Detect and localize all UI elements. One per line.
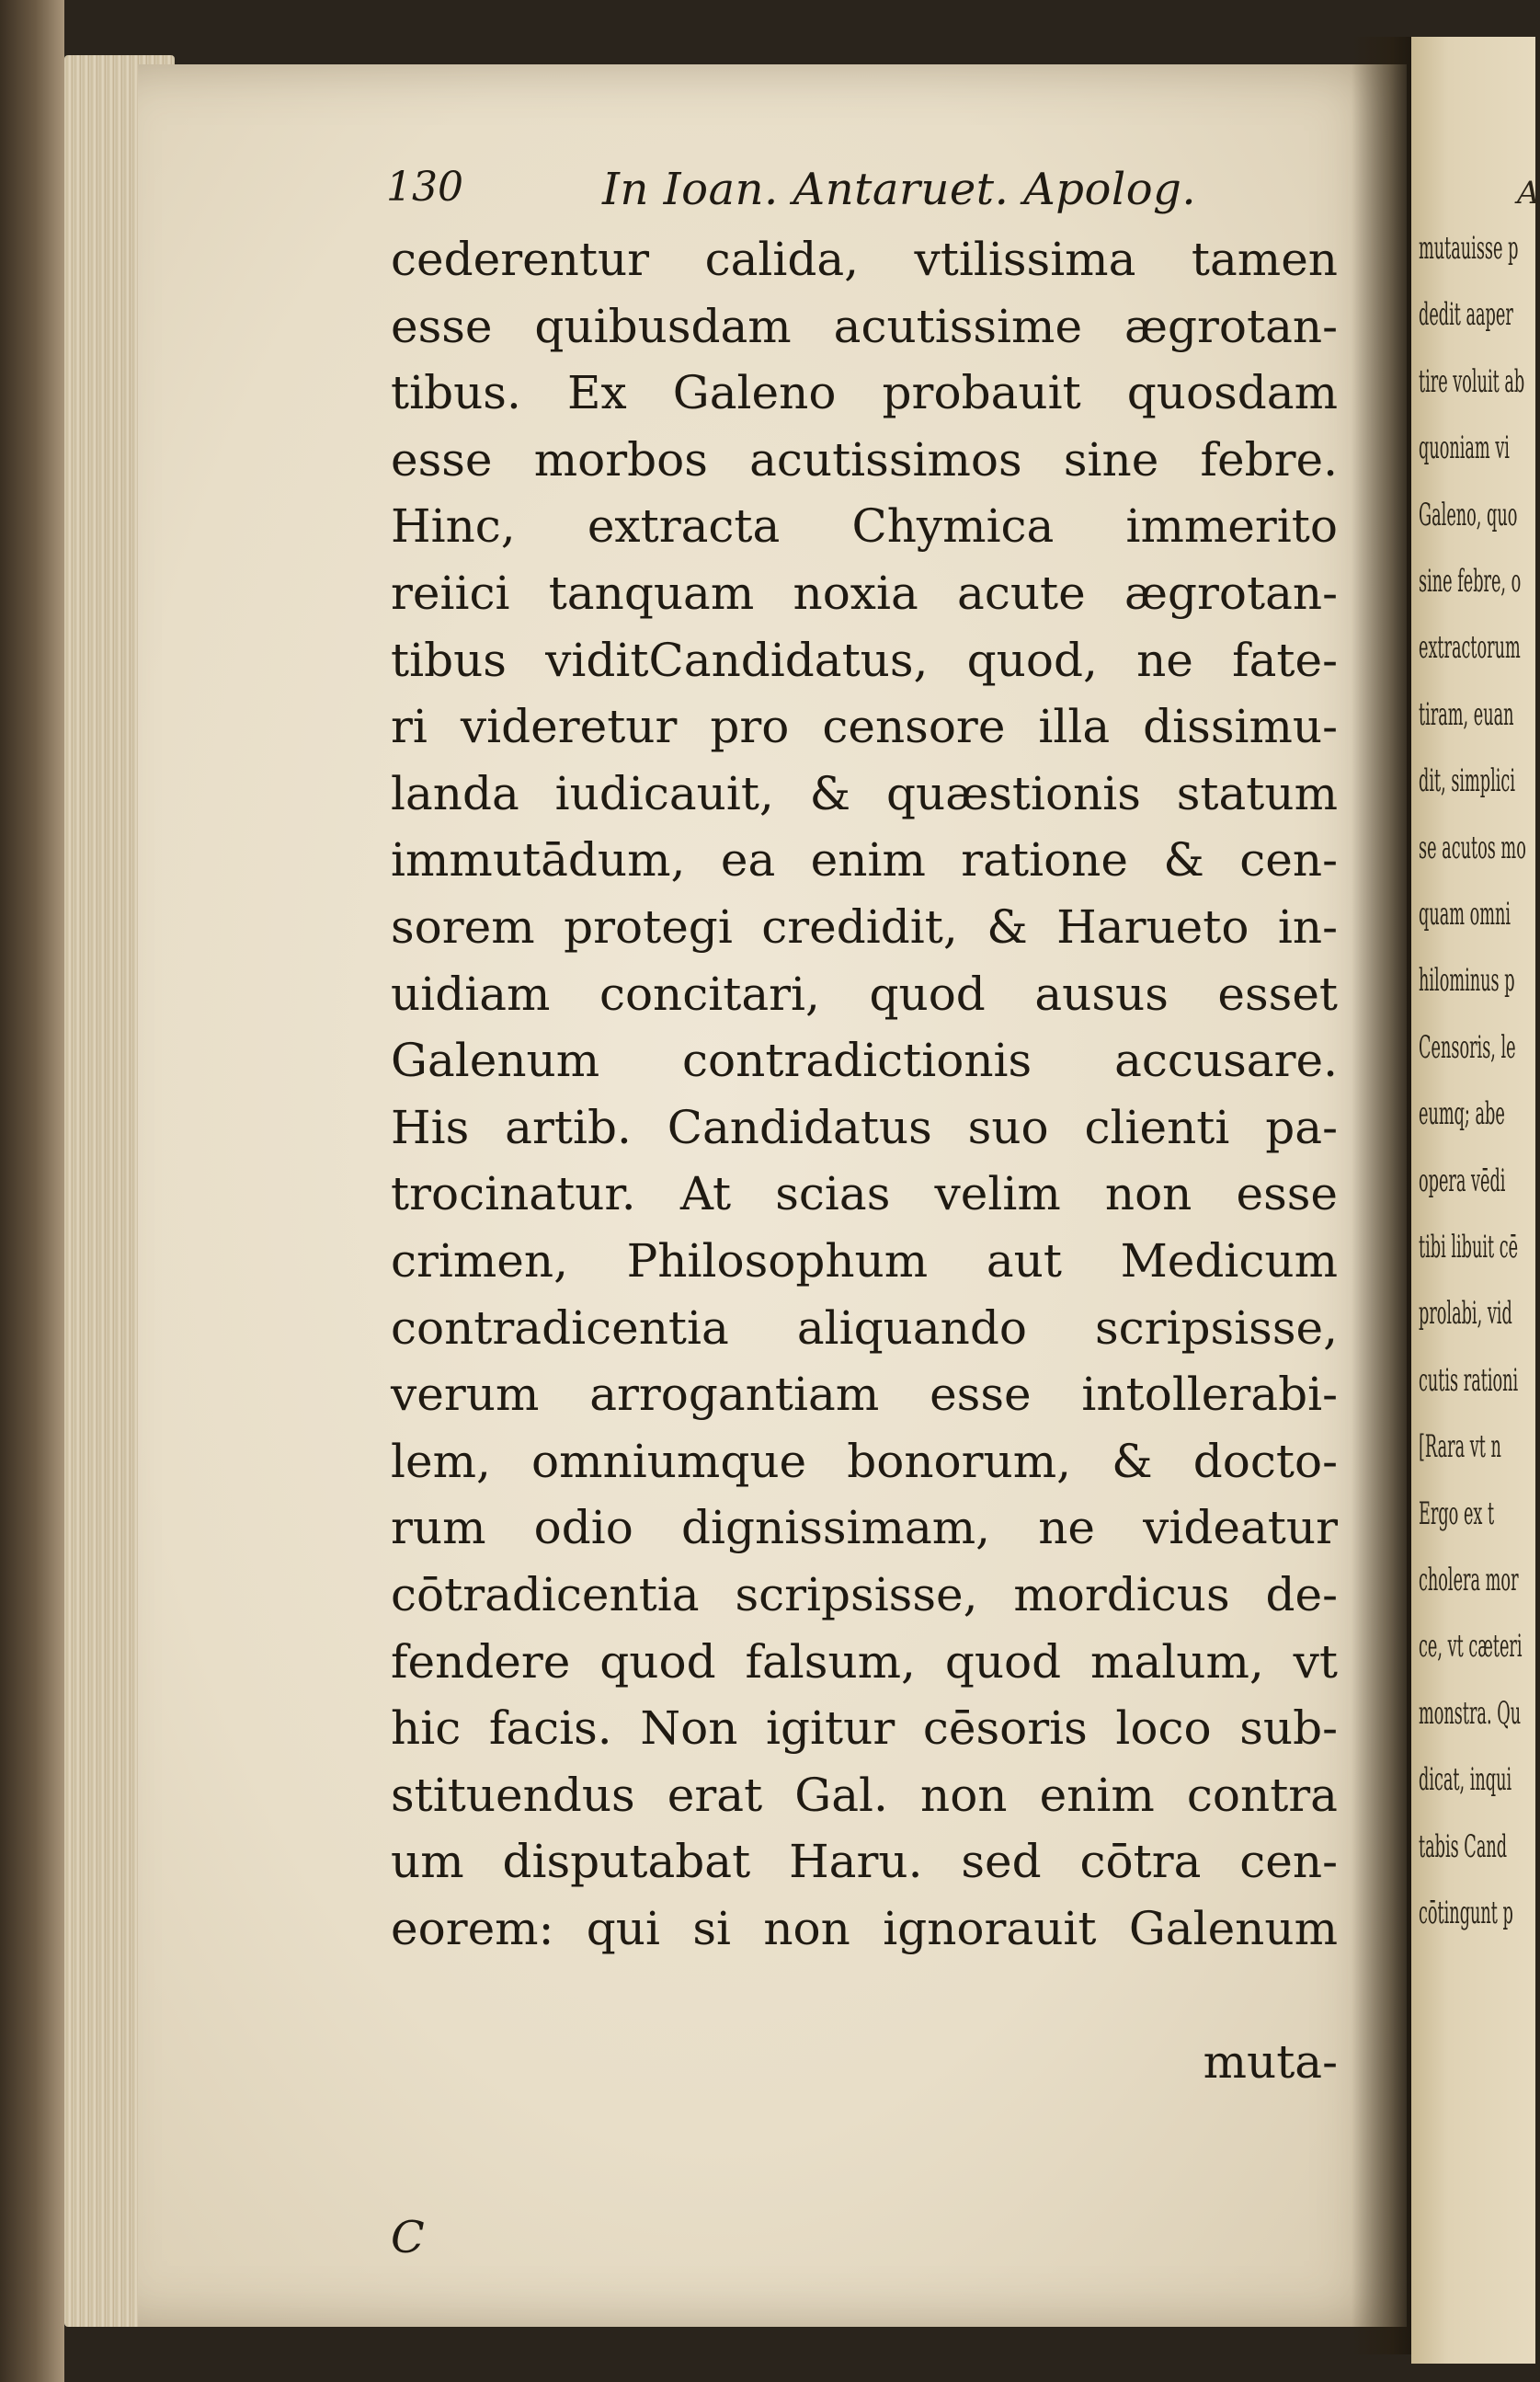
signature-mark: C xyxy=(391,2212,425,2263)
text-line: esse morbos acutissimos sine febre. xyxy=(391,432,1338,487)
text-line: stituendus erat Gal. non enim contra xyxy=(391,1768,1338,1822)
recto-header-fragment: A xyxy=(1517,175,1540,212)
text-line: immutādum, ea enim ratione & cen- xyxy=(391,833,1338,888)
recto-text-line: tabis Cand xyxy=(1419,1827,1508,1865)
recto-text-line: extractorum xyxy=(1419,629,1521,667)
recto-text-line: prolabi, vid xyxy=(1419,1295,1512,1333)
text-line: Hinc, extracta Chymica immerito xyxy=(391,499,1338,554)
recto-text-line: sine febre, o xyxy=(1419,563,1522,600)
recto-text-line: Censoris, le xyxy=(1419,1028,1516,1066)
recto-text-line: dedit aaper xyxy=(1419,296,1513,334)
recto-text-line: Galeno, quo xyxy=(1419,496,1518,533)
text-line: crimen, Philosophum aut Medicum xyxy=(391,1234,1338,1288)
recto-text-line: se acutos mo xyxy=(1419,829,1526,866)
text-line: rum odio dignissimam, ne videatur xyxy=(391,1501,1338,1555)
text-line: lem, omniumque bonorum, & docto- xyxy=(391,1434,1338,1488)
recto-text-line: Ergo ex t xyxy=(1419,1494,1495,1532)
recto-text-line: cholera mor xyxy=(1419,1562,1519,1598)
catchword: muta- xyxy=(1203,2035,1338,2089)
recto-text-line: mutauisse p xyxy=(1419,230,1519,267)
text-line: cōtradicentia scripsisse, mordicus de- xyxy=(391,1568,1338,1621)
text-line: cederentur calida, vtilissima tamen xyxy=(391,233,1338,286)
text-line: His artib. Candidatus suo clienti pa- xyxy=(391,1100,1338,1154)
recto-text-line: hilominus p xyxy=(1419,962,1515,1000)
text-line: tibus. Ex Galeno probauit quosdam xyxy=(391,366,1338,420)
recto-text-line: dicat, inqui xyxy=(1419,1761,1512,1799)
running-head: In Ioan. Antaruet. Apolog. xyxy=(602,164,1197,215)
page-number: 130 xyxy=(386,164,463,211)
text-line: reiici tanquam noxia acute ægrotan- xyxy=(391,567,1338,620)
recto-text-line: eumq; abe xyxy=(1419,1095,1505,1133)
text-line: fendere quod falsum, quod malum, vt xyxy=(391,1634,1338,1689)
text-line: ri videretur pro censore illa dissimu- xyxy=(391,700,1338,754)
recto-text-line: cōtingunt p xyxy=(1419,1895,1513,1931)
text-line: trocinatur. At scias velim non esse xyxy=(391,1167,1338,1221)
recto-text-line: [Rara vt n xyxy=(1419,1428,1501,1466)
book-cover-edge xyxy=(0,0,64,2382)
text-line: uidiam concitari, quod ausus esset xyxy=(391,967,1338,1021)
recto-text-line: ce, vt cæteri xyxy=(1419,1628,1523,1666)
gutter-shadow xyxy=(1352,37,1416,2354)
recto-text-line: quam omni xyxy=(1419,896,1511,933)
recto-text-line: tibi libuit cē xyxy=(1419,1229,1519,1265)
page-header xyxy=(0,164,1535,219)
recto-text-line: tire voluit ab xyxy=(1419,362,1525,400)
text-line: esse quibusdam acutissime ægrotan- xyxy=(391,299,1338,353)
recto-page xyxy=(1411,37,1540,2364)
text-line: sorem protegi credidit, & Harueto in- xyxy=(391,900,1338,954)
text-line: verum arrogantiam esse intollerabi- xyxy=(391,1368,1338,1422)
recto-text-line: monstra. Qu xyxy=(1419,1694,1522,1732)
recto-text-line: cutis rationi xyxy=(1419,1361,1519,1399)
text-line: tibus viditCandidatus, quod, ne fate- xyxy=(391,633,1338,687)
recto-text-line: dit, simplici xyxy=(1419,762,1515,800)
text-line: contradicentia aliquando scripsisse, xyxy=(391,1300,1338,1355)
text-line: Galenum contradictionis accusare. xyxy=(391,1034,1338,1088)
text-line: hic facis. Non igitur cēsoris loco sub- xyxy=(391,1701,1338,1756)
recto-text-line: tiram, euan xyxy=(1419,695,1514,733)
text-line: landa iudicauit, & quæstionis statum xyxy=(391,766,1338,820)
text-line: eorem: qui si non ignorauit Galenum xyxy=(391,1902,1338,1955)
text-line: um disputabat Haru. sed cōtra cen- xyxy=(391,1835,1338,1889)
recto-text-line: quoniam vi xyxy=(1419,429,1510,467)
recto-text-line: opera vēdi xyxy=(1419,1162,1506,1199)
